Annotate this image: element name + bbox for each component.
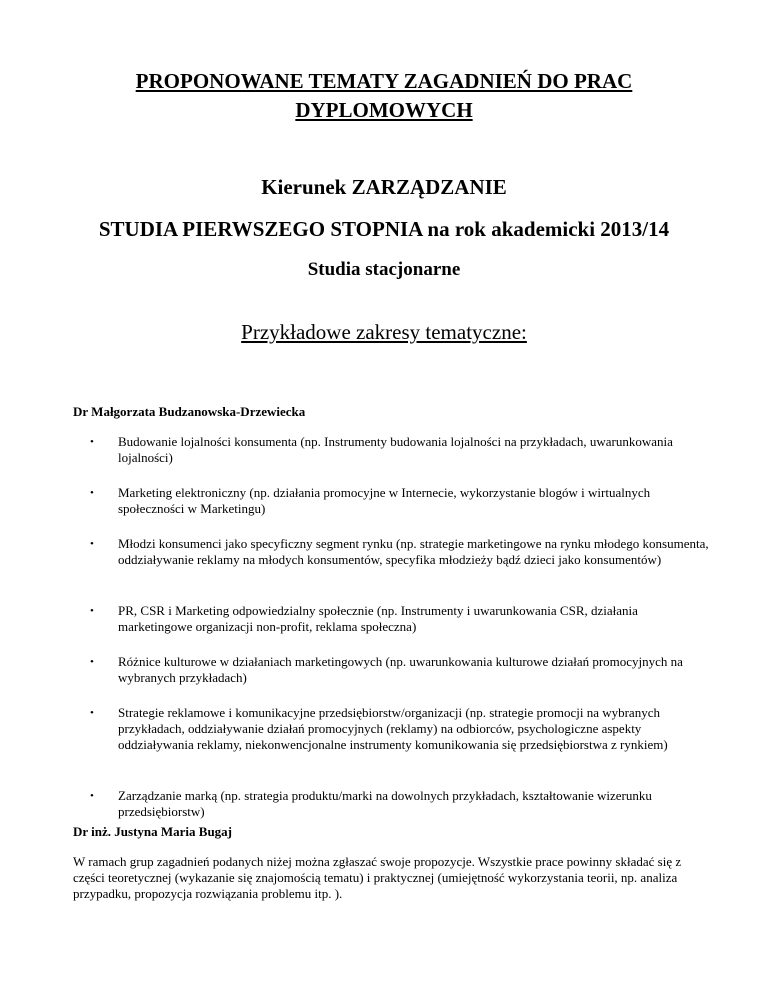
topic-text: Różnice kulturowe w działaniach marketingowych (np. uwarunkowania kulturowe działań promocyjnych na wybranych przykładach) [118,654,683,685]
topic-text: Młodzi konsumenci jako specyficzny segment rynku (np. strategie marketingowe na rynku młodego konsumenta, oddziaływanie reklamy na młodych konsumentów, specyfika młodzieży bądź dzieci jako konsumentów) [118,536,709,567]
section-paragraph: W ramach grup zagadnień podanych niżej można zgłaszać swoje propozycje. Wszystkie prace powinny składać się z części teoretycznej (wykazanie się znajomością tematu) i praktycznej (umiejętność wykorzystania teorii, np. analiza przypadku, propozycja rozwiązania problemu itp. ). [73,854,682,901]
topics-scope-heading: Przykładowe zakresy tematyczne: [241,320,527,344]
study-level-heading: STUDIA PIERWSZEGO STOPNIA na rok akademicki 2013/14 [98,217,670,241]
list-item [73,434,713,466]
topic-text: Budowanie lojalności konsumenta (np. Instrumenty budowania lojalności na przykładach, uwarunkowania lojalności) [118,434,673,465]
document-title-line2: DYPLOMOWYCH [295,98,473,122]
topic-text: Strategie reklamowe i komunikacyjne przedsiębiorstw/organizacji (np. strategie promocji na wybranych przykładach, oddziaływanie działań promocyjnych (reklamy) na odbiorców, psychologiczne aspekty oddziaływania reklamy, niekonwencjonalne instrumenty komunikowania się przedsiębiorstwa z rynkiem) [118,705,668,752]
supervisor-name-2: Dr inż. Justyna Maria Bugaj [73,824,233,839]
topic-text: Marketing elektroniczny (np. działania promocyjne w Internecie, wykorzystanie blogów i wirtualnych społeczności w Marketingu) [118,485,651,516]
bullet-icon: • [90,656,94,668]
bullet-icon: • [90,436,94,448]
topic-text: PR, CSR i Marketing odpowiedzialny społecznie (np. Instrumenty i uwarunkowania CSR, działania marketingowe organizacji non-profit, reklama społeczna) [118,603,638,634]
topic-text: Zarządzanie marką (np. strategia produktu/marki na dowolnych przykładach, kształtowanie wizerunku przedsiębiorstw) [118,788,652,819]
study-mode-heading: Studia stacjonarne [307,259,461,280]
document-title-line1: PROPONOWANE TEMATY ZAGADNIEŃ DO PRAC [135,69,633,93]
list-item [73,603,713,635]
list-item [73,536,713,584]
bullet-icon: • [90,538,94,550]
list-item [73,705,713,769]
topic-list [73,434,713,820]
supervisor-name-1: Dr Małgorzata Budzanowska-Drzewiecka [73,404,306,419]
list-item [73,654,713,686]
list-item [73,788,713,820]
field-of-study: Kierunek ZARZĄDZANIE [261,175,507,199]
bullet-icon: • [90,605,94,617]
bullet-icon: • [90,707,94,719]
bullet-icon: • [90,487,94,499]
list-item [73,485,713,517]
bullet-icon: • [90,790,94,802]
